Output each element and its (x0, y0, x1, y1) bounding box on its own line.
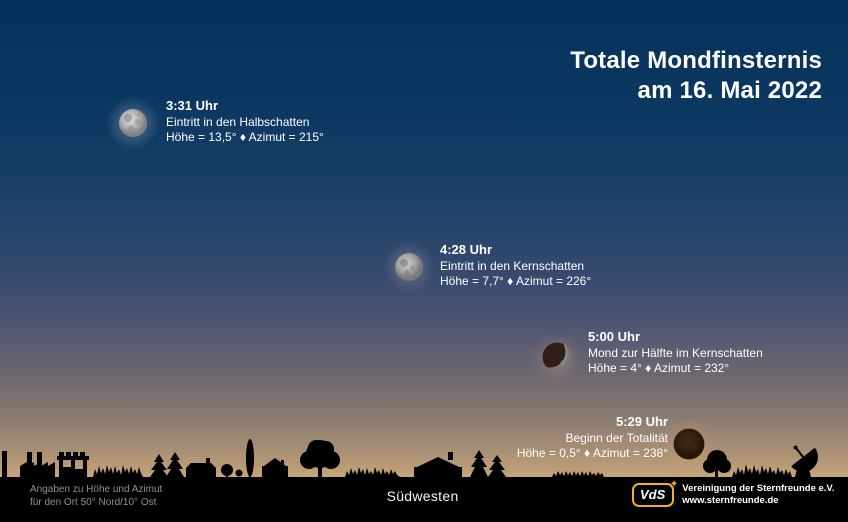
event-description: Eintritt in den Halbschatten (166, 115, 310, 129)
moon-half-eclipsed-icon (525, 325, 589, 389)
event-umbra-entry (440, 242, 591, 289)
event-coordinates: Höhe = 0,5° ♦ Azimut = 238° (516, 446, 668, 460)
event-coordinates: Höhe = 4° ♦ Azimut = 232° (588, 361, 730, 375)
organization-name: Vereinigung der Sternfreunde e.V. (682, 483, 835, 494)
vds-logo-text: VdS (640, 487, 666, 502)
event-description: Mond zur Hälfte im Kernschatten (588, 346, 763, 360)
vds-logo (632, 479, 679, 507)
event-half-umbra (588, 329, 763, 376)
moon-umbra-entry-icon (377, 235, 441, 299)
event-coordinates: Höhe = 13,5° ♦ Azimut = 215° (166, 130, 324, 144)
event-time: 3:31 Uhr (166, 98, 219, 113)
event-totality-begin (428, 414, 668, 461)
star-icon: ✦ (669, 479, 679, 490)
event-description: Eintritt in den Kernschatten (440, 259, 585, 273)
footnote-line-1: Angaben zu Höhe und Azimut (30, 484, 163, 495)
event-time: 4:28 Uhr (440, 242, 493, 257)
event-description: Beginn der Totalität (565, 431, 668, 445)
organization-block (632, 479, 835, 507)
event-time: 5:00 Uhr (588, 329, 641, 344)
compass-direction-label: Südwesten (386, 488, 459, 504)
title-line-1: Totale Mondfinsternis (570, 47, 822, 74)
event-penumbra-entry (166, 98, 324, 145)
organization-website: www.sternfreunde.de (682, 495, 779, 506)
footnote-line-2: für den Ort 50° Nord/10° Ost (30, 497, 157, 508)
event-coordinates: Höhe = 7,7° ♦ Azimut = 226° (440, 274, 592, 288)
location-footnote (30, 483, 162, 509)
event-time: 5:29 Uhr (615, 414, 668, 429)
page-title (570, 46, 822, 106)
moon-penumbra-entry-icon (101, 91, 165, 155)
title-line-2: am 16. Mai 2022 (637, 77, 822, 104)
